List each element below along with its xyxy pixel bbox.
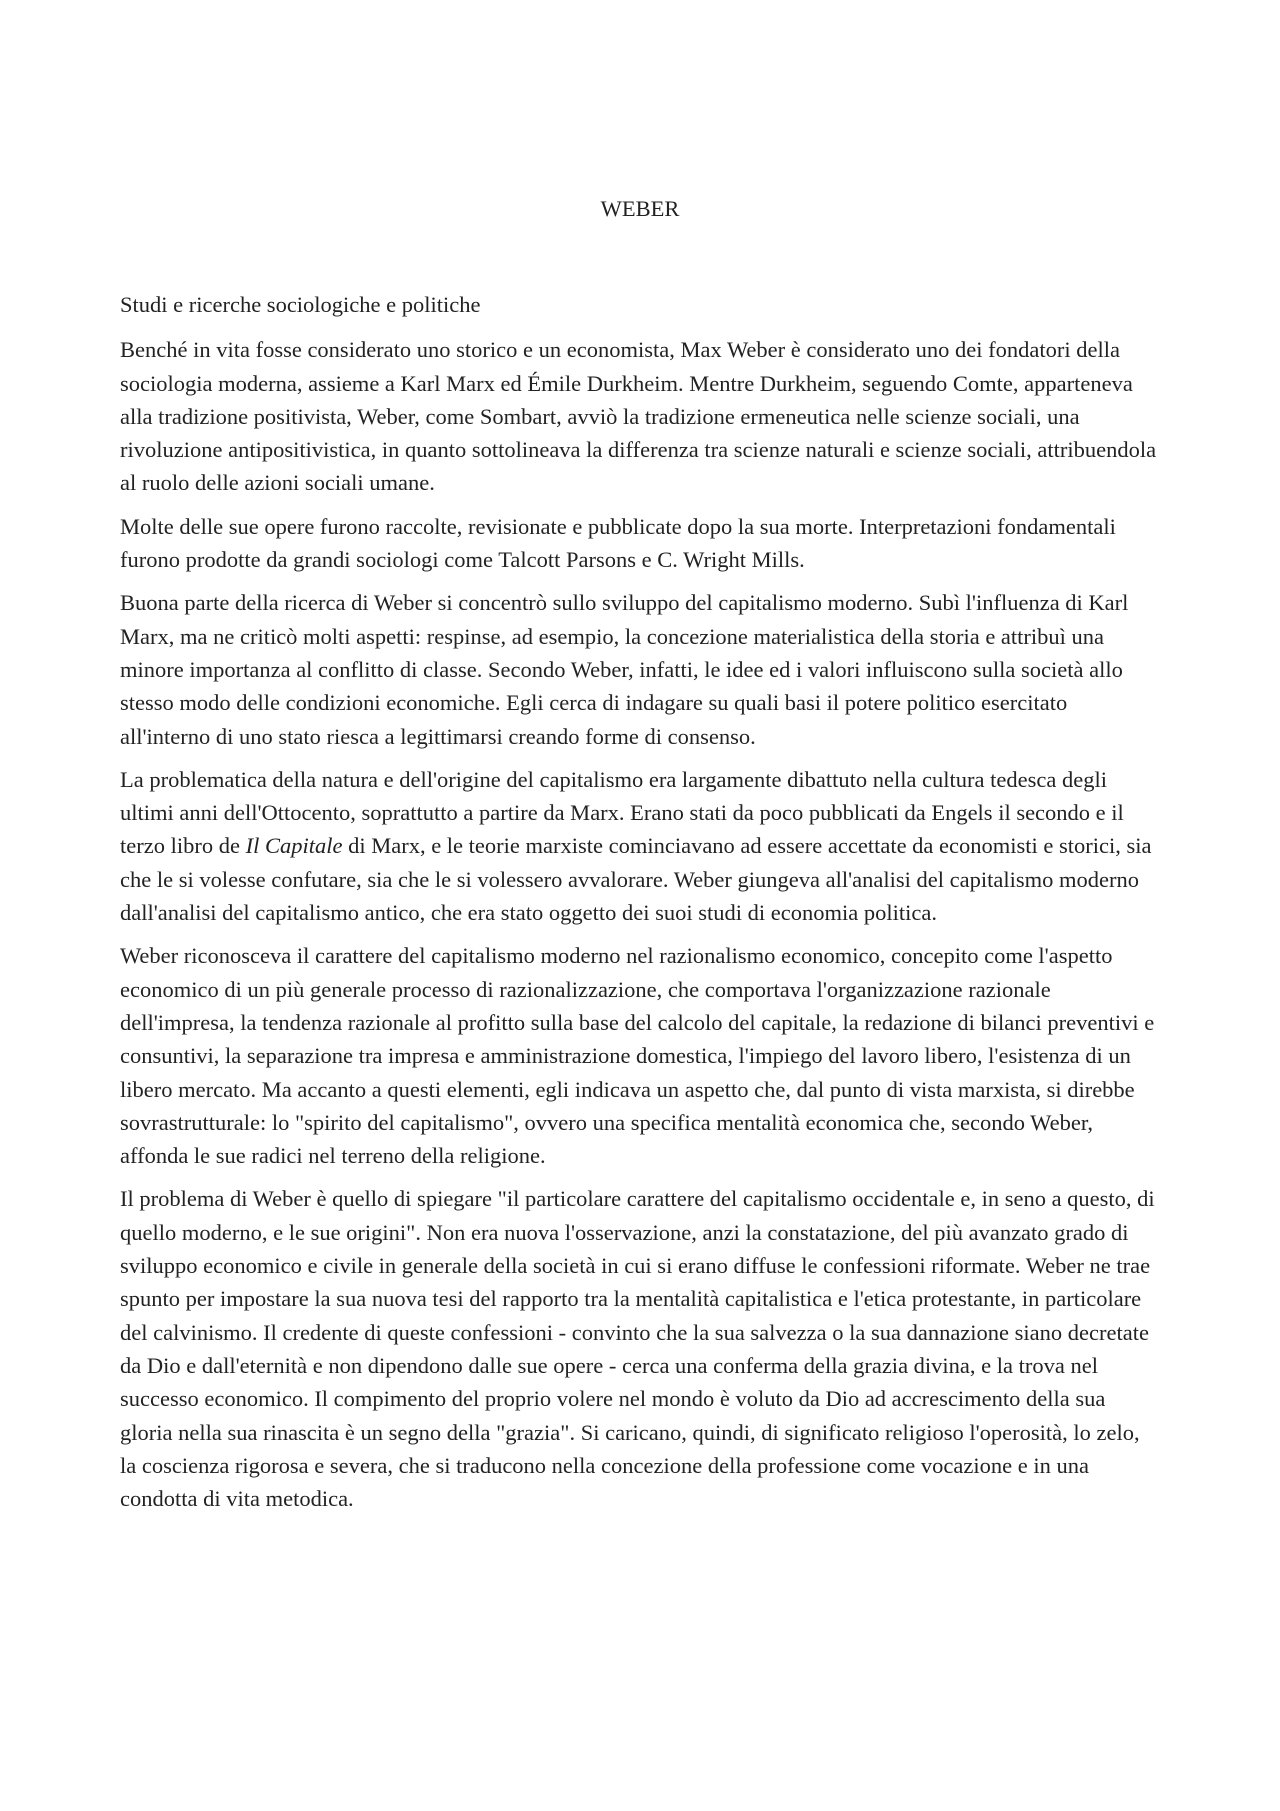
book-title-il-capitale: Il Capitale <box>245 833 343 859</box>
paragraph-5: Weber riconosceva il carattere del capitalismo moderno nel razionalismo economico, concepito come l'aspetto economico di un più generale processo di razionalizzazione, che comportava l'organizzazione razionale dell'impresa, la tendenza razionale al profitto sulla base del calcolo del capitale, la redazione di bilanci preventivi e consuntivi, la separazione tra impresa e amministrazione domestica, l'impiego del lavoro libero, l'esistenza di un libero mercato. Ma accanto a questi elementi, egli indicava un aspetto che, dal punto di vista marxista, si direbbe sovrastrutturale: lo "spirito del capitalismo", ovvero una specifica mentalità economica che, secondo Weber, affonda le sue radici nel terreno della religione. <box>120 943 1155 1169</box>
paragraph-3: Buona parte della ricerca di Weber si concentrò sullo sviluppo del capitalismo moderno. Subì l'influenza di Karl Marx, ma ne criticò molti aspetti: respinse, ad esempio, la concezione materialistica della storia e attribuì una minore importanza al conflitto di classe. Secondo Weber, infatti, le idee ed i valori influiscono sulla società allo stesso modo delle condizioni economiche. Egli cerca di indagare su quali basi il potere politico esercitato all'interno di uno stato riesca a legittimarsi creando forme di consenso. <box>120 590 1129 749</box>
document-title: WEBER <box>600 196 680 221</box>
paragraph-6: Il problema di Weber è quello di spiegare "il particolare carattere del capitalismo occidentale e, in seno a questo, di quello moderno, e le sue origini". Non era nuova l'osservazione, anzi la constatazione, del più avanzato grado di sviluppo economico e civile in generale della società in cui si erano diffuse le confessioni riformate. Weber ne trae spunto per impostare la sua nuova tesi del rapporto tra la mentalità capitalistica e l'etica protestante, in particolare del calvinismo. Il credente di queste confessioni - convinto che la sua salvezza o la sua dannazione siano decretate da Dio e dall'eternità e non dipendono dalle sue opere - cerca una conferma della grazia divina, e la trova nel successo economico. Il compimento del proprio volere nel mondo è voluto da Dio ad accrescimento della sua gloria nella sua rinascita è un segno della "grazia". Si caricano, quindi, di significato religioso l'operosità, lo zelo, la coscienza rigorosa e severa, che si traducono nella concezione della professione come vocazione e in una condotta di vita metodica. <box>120 1186 1155 1512</box>
paragraph-4 <box>120 763 1160 929</box>
document-body <box>120 288 1160 1525</box>
paragraph-4-text-before: La problematica della natura e dell'origine del capitalismo era largamente dibattuto nella cultura tedesca degli ultimi anni dell'Ottocento, soprattutto a partire da Marx. Erano stati da poco pubblicati da Engels il secondo e il terzo libro de <box>120 766 1124 859</box>
paragraph-4-text-after: di Marx, e le teorie marxiste cominciavano ad essere accettate da economisti e storici, sia che le si volesse confutare, sia che le si volessero avvalorare. Weber giungeva all'analisi del capitalismo moderno dall'analisi del capitalismo antico, che era stato oggetto dei suoi studi di economia politica. <box>120 833 1152 926</box>
paragraph-1: Benché in vita fosse considerato uno storico e un economista, Max Weber è considerato uno dei fondatori della sociologia moderna, assieme a Karl Marx ed Émile Durkheim. Mentre Durkheim, seguendo Comte, apparteneva alla tradizione positivista, Weber, come Sombart, avviò la tradizione ermeneutica nelle scienze sociali, una rivoluzione antipositivistica, in quanto sottolineava la differenza tra scienze naturali e scienze sociali, attribuendola al ruolo delle azioni sociali umane. <box>120 337 1157 496</box>
section-subtitle: Studi e ricerche sociologiche e politiche <box>120 292 481 317</box>
paragraph-2: Molte delle sue opere furono raccolte, revisionate e pubblicate dopo la sua morte. Interpretazioni fondamentali furono prodotte da grandi sociologi come Talcott Parsons e C. Wright Mills. <box>120 513 1116 573</box>
